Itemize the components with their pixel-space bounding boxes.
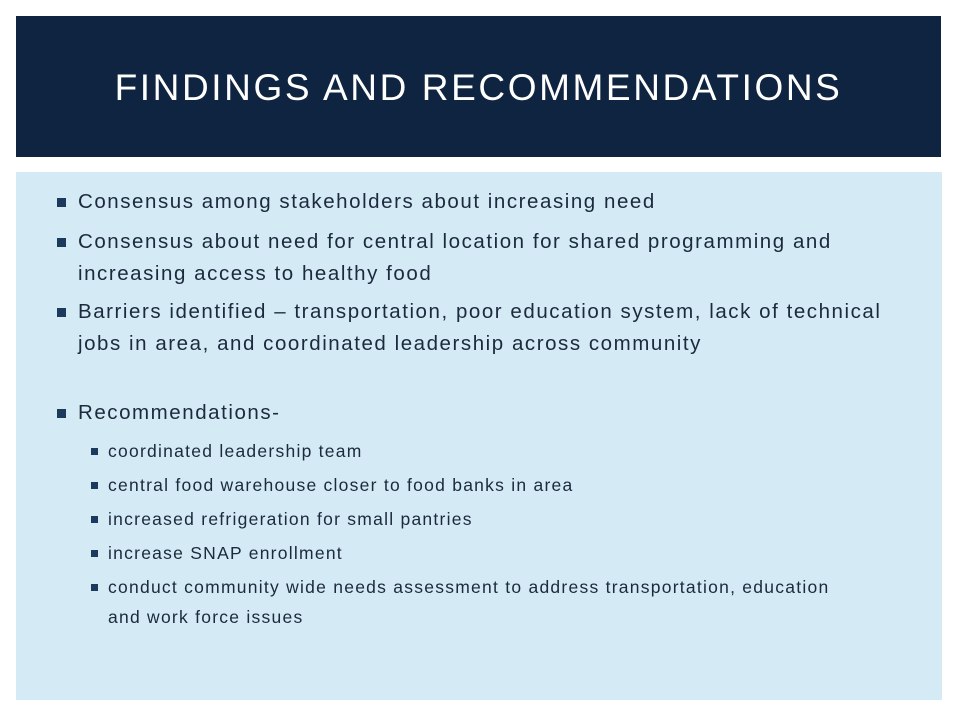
square-bullet-icon (57, 198, 66, 207)
sub-bullet-text: coordinated leadership team (108, 441, 363, 461)
square-bullet-icon (57, 308, 66, 317)
sub-bullet-leadership-team (108, 436, 868, 466)
bullet-item-recommendations (78, 397, 898, 429)
sub-bullet-food-warehouse (108, 470, 868, 500)
square-bullet-icon (91, 482, 98, 489)
square-bullet-icon (91, 584, 98, 591)
square-bullet-icon (57, 238, 66, 247)
sub-bullet-refrigeration (108, 504, 868, 534)
square-bullet-icon (57, 409, 66, 418)
sub-bullet-text: conduct community wide needs assessment to address transportation, education and work force issues (108, 577, 830, 627)
sub-bullet-snap-enrollment (108, 538, 868, 568)
sub-bullet-text: central food warehouse closer to food banks in area (108, 475, 574, 495)
sub-bullet-text: increased refrigeration for small pantries (108, 509, 473, 529)
sub-bullet-text: increase SNAP enrollment (108, 543, 343, 563)
bullet-text: Consensus among stakeholders about increasing need (78, 190, 656, 213)
bullet-item-consensus-need (78, 186, 898, 218)
title-bar (16, 16, 941, 157)
square-bullet-icon (91, 516, 98, 523)
square-bullet-icon (91, 448, 98, 455)
bullet-text: Consensus about need for central location for shared programming and increasing access to healthy food (78, 230, 832, 285)
slide-title: FINDINGS AND RECOMMENDATIONS (114, 66, 843, 108)
sub-bullet-needs-assessment (108, 572, 868, 632)
square-bullet-icon (91, 550, 98, 557)
bullet-text: Recommendations- (78, 401, 281, 424)
bullet-item-barriers (78, 296, 898, 360)
content-panel (16, 172, 942, 700)
bullet-text: Barriers identified – transportation, poor education system, lack of technical jobs in area, and coordinated leadership across community (78, 300, 882, 355)
bullet-item-central-location (78, 226, 898, 290)
